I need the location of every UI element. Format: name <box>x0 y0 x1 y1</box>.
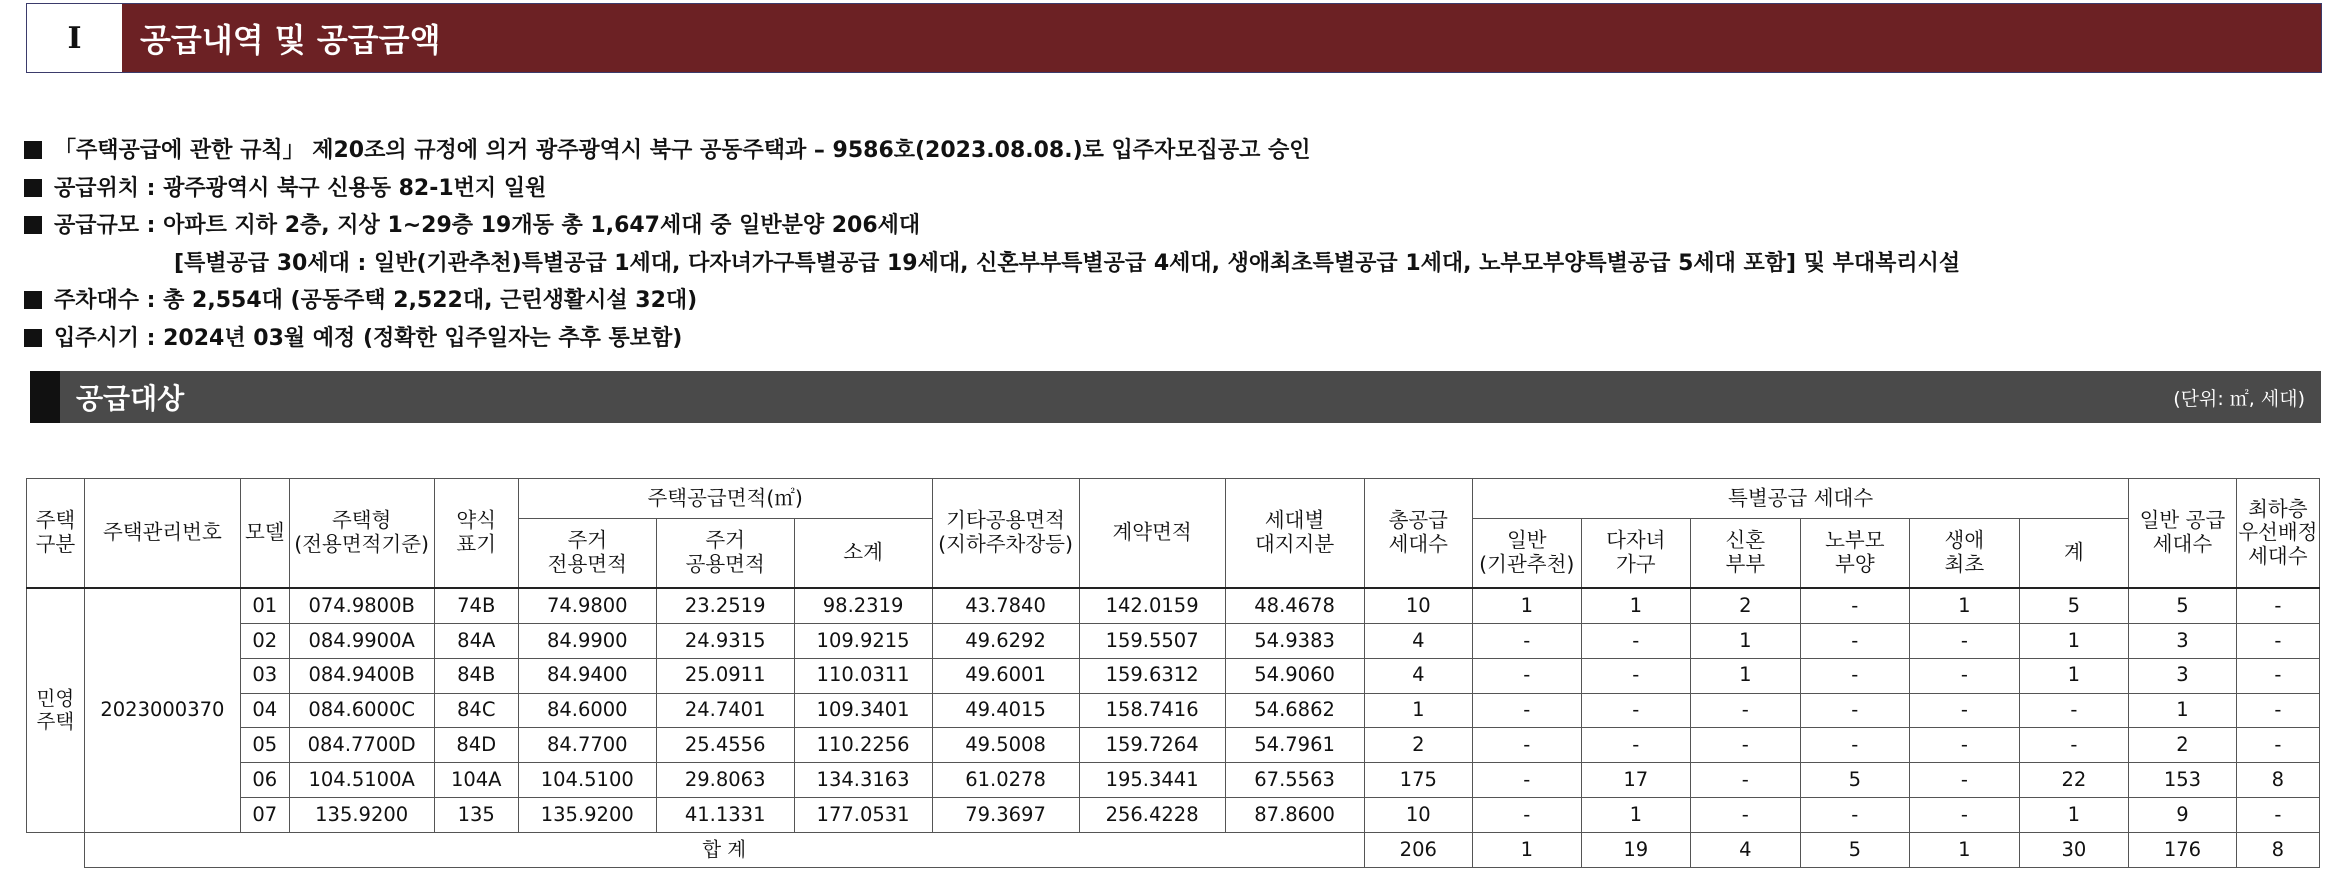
total-cell: 8 <box>2236 833 2319 868</box>
table-cell: - <box>1473 798 1582 833</box>
bullet-square-icon <box>24 179 42 197</box>
table-cell: 1 <box>1473 588 1582 623</box>
table-cell: 135.9200 <box>289 798 434 833</box>
table-cell: 23.2519 <box>656 588 794 623</box>
table-row <box>27 658 2320 693</box>
table-cell: - <box>1473 763 1582 798</box>
table-cell: 54.7961 <box>1225 728 1364 763</box>
table-cell: 67.5563 <box>1225 763 1364 798</box>
table-cell: 10 <box>1364 798 1473 833</box>
header-other-common: 기타공용면적 (지하주차장등) <box>932 479 1079 589</box>
table-row <box>27 798 2320 833</box>
header-sp-elderly: 노부모 부양 <box>1800 519 1910 589</box>
table-cell: 195.3441 <box>1079 763 1225 798</box>
table-cell: 5 <box>1800 763 1910 798</box>
table-cell: 109.3401 <box>794 693 932 728</box>
table-cell: 49.5008 <box>932 728 1079 763</box>
bullet-square-icon <box>24 291 42 309</box>
header-common: 주거 공용면적 <box>656 519 794 589</box>
header-exclusive: 주거 전용면적 <box>518 519 656 589</box>
notice-list <box>24 132 2324 357</box>
supply-table <box>26 478 2320 868</box>
table-cell: 177.0531 <box>794 798 932 833</box>
header-sp-multichild: 다자녀 가구 <box>1581 519 1691 589</box>
table-cell: 5 <box>2129 588 2236 623</box>
header-lowest-floor: 최하층 우선배정 세대수 <box>2236 479 2319 589</box>
header-sp-sum: 계 <box>2019 519 2129 589</box>
supply-table-body <box>27 588 2320 868</box>
total-empty-cell <box>27 833 85 868</box>
housing-group-cell: 민영 주택 <box>27 588 85 833</box>
table-cell: 01 <box>240 588 289 623</box>
supply-target-title: 공급대상 <box>76 382 185 415</box>
mgmt-number-cell: 2023000370 <box>84 588 240 833</box>
table-cell: - <box>1581 728 1691 763</box>
table-cell: - <box>1910 763 2020 798</box>
table-cell: 134.3163 <box>794 763 932 798</box>
table-cell: 1 <box>2019 623 2129 658</box>
table-cell: - <box>1691 693 1801 728</box>
table-cell: 5 <box>2019 588 2129 623</box>
table-cell: - <box>1800 693 1910 728</box>
supply-target-bar <box>30 371 2321 423</box>
table-cell: 24.7401 <box>656 693 794 728</box>
table-cell: - <box>2236 798 2319 833</box>
table-cell: - <box>1910 693 2020 728</box>
table-cell: 05 <box>240 728 289 763</box>
table-cell: - <box>1581 693 1691 728</box>
table-cell: - <box>2236 588 2319 623</box>
table-cell: 074.9800B <box>289 588 434 623</box>
total-cell: 176 <box>2129 833 2236 868</box>
table-cell: 79.3697 <box>932 798 1079 833</box>
table-cell: - <box>1910 728 2020 763</box>
table-cell: - <box>1691 728 1801 763</box>
table-cell: 29.8063 <box>656 763 794 798</box>
section-header <box>26 3 2322 73</box>
table-cell: 17 <box>1581 763 1691 798</box>
table-cell: - <box>1910 623 2020 658</box>
table-cell: 159.7264 <box>1079 728 1225 763</box>
total-row <box>27 833 2320 868</box>
table-cell: 110.0311 <box>794 658 932 693</box>
table-cell: 48.4678 <box>1225 588 1364 623</box>
table-cell: 3 <box>2129 623 2236 658</box>
total-cell: 206 <box>1364 833 1473 868</box>
table-cell: 104A <box>434 763 518 798</box>
header-special-group: 특별공급 세대수 <box>1473 479 2129 519</box>
table-cell: - <box>1473 728 1582 763</box>
table-cell: 159.6312 <box>1079 658 1225 693</box>
header-sp-newlywed: 신혼 부부 <box>1691 519 1801 589</box>
bullet-square-icon <box>24 141 42 159</box>
table-row <box>27 728 2320 763</box>
table-cell: 84.9400 <box>518 658 656 693</box>
table-cell: 153 <box>2129 763 2236 798</box>
table-cell: - <box>1581 623 1691 658</box>
table-cell: 084.7700D <box>289 728 434 763</box>
notice-item-continuation: [특별공급 30세대 : 일반(기관추천)특별공급 1세대, 다자녀가구특별공급 19세대, 신혼부부특별공급 4세대, 생애최초특별공급 1세대, 노부모부양특별공급 5세대 포함] 및 부대복리시설 <box>174 250 1961 276</box>
notice-item: 「주택공급에 관한 규칙」 제20조의 규정에 의거 광주광역시 북구 공동주택과 – 9586호(2023.08.08.)로 입주자모집공고 승인 <box>24 132 2324 170</box>
table-cell: 1 <box>1691 658 1801 693</box>
header-model: 모델 <box>240 479 289 589</box>
table-cell: 24.9315 <box>656 623 794 658</box>
table-cell: 2 <box>1364 728 1473 763</box>
header-abbr: 약식 표기 <box>434 479 518 589</box>
table-cell: 135 <box>434 798 518 833</box>
table-cell: 43.7840 <box>932 588 1079 623</box>
table-cell: 04 <box>240 693 289 728</box>
table-cell: 07 <box>240 798 289 833</box>
table-cell: - <box>2019 693 2129 728</box>
table-cell: - <box>2236 728 2319 763</box>
table-cell: 159.5507 <box>1079 623 1225 658</box>
table-cell: 1 <box>1581 798 1691 833</box>
table-cell: 142.0159 <box>1079 588 1225 623</box>
table-cell: - <box>1800 658 1910 693</box>
table-cell: 84A <box>434 623 518 658</box>
table-cell: 49.6292 <box>932 623 1079 658</box>
section-number: I <box>27 4 122 72</box>
table-cell: 84D <box>434 728 518 763</box>
table-cell: 1 <box>2019 658 2129 693</box>
header-contract-area: 계약면적 <box>1079 479 1225 589</box>
table-cell: 41.1331 <box>656 798 794 833</box>
table-cell: - <box>1473 693 1582 728</box>
total-label: 합 계 <box>84 833 1364 868</box>
header-total-units: 총공급 세대수 <box>1364 479 1473 589</box>
table-cell: - <box>1800 728 1910 763</box>
total-cell: 30 <box>2019 833 2129 868</box>
table-cell: 158.7416 <box>1079 693 1225 728</box>
table-cell: 84C <box>434 693 518 728</box>
table-cell: - <box>2019 728 2129 763</box>
table-cell: 1 <box>1581 588 1691 623</box>
table-cell: 2 <box>1691 588 1801 623</box>
table-cell: 25.4556 <box>656 728 794 763</box>
table-cell: 4 <box>1364 658 1473 693</box>
table-cell: - <box>1691 763 1801 798</box>
table-cell: 1 <box>1910 588 2020 623</box>
table-cell: 84B <box>434 658 518 693</box>
table-cell: 54.6862 <box>1225 693 1364 728</box>
table-cell: - <box>1800 588 1910 623</box>
table-cell: - <box>1910 798 2020 833</box>
table-cell: 110.2256 <box>794 728 932 763</box>
unit-label: (단위: ㎡, 세대) <box>2173 387 2305 410</box>
table-cell: 54.9383 <box>1225 623 1364 658</box>
total-cell: 19 <box>1581 833 1691 868</box>
table-cell: 49.6001 <box>932 658 1079 693</box>
table-cell: 61.0278 <box>932 763 1079 798</box>
bullet-square-icon <box>24 216 42 234</box>
table-cell: - <box>2236 658 2319 693</box>
header-land-share: 세대별 대지지분 <box>1225 479 1364 589</box>
table-cell: 84.9900 <box>518 623 656 658</box>
table-cell: - <box>1473 623 1582 658</box>
table-cell: 1 <box>2019 798 2129 833</box>
table-row <box>27 763 2320 798</box>
table-cell: - <box>1910 658 2020 693</box>
table-cell: 104.5100 <box>518 763 656 798</box>
table-cell: 9 <box>2129 798 2236 833</box>
table-cell: - <box>1800 623 1910 658</box>
table-cell: - <box>1581 658 1691 693</box>
notice-item: 주차대수 : 총 2,554대 (공동주택 2,522대, 근린생활시설 32대) <box>24 282 2324 320</box>
table-cell: 109.9215 <box>794 623 932 658</box>
section-accent <box>30 371 60 423</box>
header-general-units: 일반 공급 세대수 <box>2129 479 2236 589</box>
table-cell: 84.6000 <box>518 693 656 728</box>
table-cell: 135.9200 <box>518 798 656 833</box>
table-cell: 22 <box>2019 763 2129 798</box>
table-cell: 06 <box>240 763 289 798</box>
table-cell: - <box>1691 798 1801 833</box>
notice-item: 입주시기 : 2024년 03월 예정 (정확한 입주일자는 추후 통보함) <box>24 320 2324 358</box>
table-cell: - <box>1800 798 1910 833</box>
notice-item: 공급규모 : 아파트 지하 2층, 지상 1~29층 19개동 총 1,647세대 중 일반분양 206세대 <box>24 207 2324 245</box>
header-house-type: 주택형 (전용면적기준) <box>289 479 434 589</box>
table-cell: 54.9060 <box>1225 658 1364 693</box>
header-subtotal: 소계 <box>794 519 932 589</box>
table-cell: 98.2319 <box>794 588 932 623</box>
table-cell: 84.7700 <box>518 728 656 763</box>
table-row <box>27 693 2320 728</box>
table-cell: 49.4015 <box>932 693 1079 728</box>
header-housing-type: 주택 구분 <box>27 479 85 589</box>
table-cell: 10 <box>1364 588 1473 623</box>
section-title: 공급내역 및 공급금액 <box>122 4 2321 72</box>
table-row <box>27 623 2320 658</box>
total-cell: 1 <box>1473 833 1582 868</box>
table-cell: 1 <box>2129 693 2236 728</box>
header-sp-general: 일반 (기관추천) <box>1473 519 1582 589</box>
table-cell: 1 <box>1691 623 1801 658</box>
table-cell: 74B <box>434 588 518 623</box>
total-cell: 4 <box>1691 833 1801 868</box>
table-cell: 25.0911 <box>656 658 794 693</box>
table-cell: 1 <box>1364 693 1473 728</box>
table-cell: - <box>2236 693 2319 728</box>
table-cell: 084.6000C <box>289 693 434 728</box>
table-cell: 3 <box>2129 658 2236 693</box>
table-cell: 084.9900A <box>289 623 434 658</box>
table-cell: 8 <box>2236 763 2319 798</box>
table-cell: - <box>2236 623 2319 658</box>
table-row <box>27 588 2320 623</box>
total-cell: 1 <box>1910 833 2020 868</box>
header-supply-area-group: 주택공급면적(㎡) <box>518 479 932 519</box>
header-mgmt-no: 주택관리번호 <box>84 479 240 589</box>
table-cell: 87.8600 <box>1225 798 1364 833</box>
bullet-square-icon <box>24 329 42 347</box>
table-cell: 256.4228 <box>1079 798 1225 833</box>
table-cell: 084.9400B <box>289 658 434 693</box>
table-cell: 03 <box>240 658 289 693</box>
table-cell: - <box>1473 658 1582 693</box>
table-cell: 02 <box>240 623 289 658</box>
table-cell: 74.9800 <box>518 588 656 623</box>
table-cell: 2 <box>2129 728 2236 763</box>
header-sp-firsttime: 생애 최초 <box>1910 519 2020 589</box>
total-cell: 5 <box>1800 833 1910 868</box>
notice-item: 공급위치 : 광주광역시 북구 신용동 82-1번지 일원 <box>24 170 2324 208</box>
table-cell: 175 <box>1364 763 1473 798</box>
table-cell: 104.5100A <box>289 763 434 798</box>
table-cell: 4 <box>1364 623 1473 658</box>
